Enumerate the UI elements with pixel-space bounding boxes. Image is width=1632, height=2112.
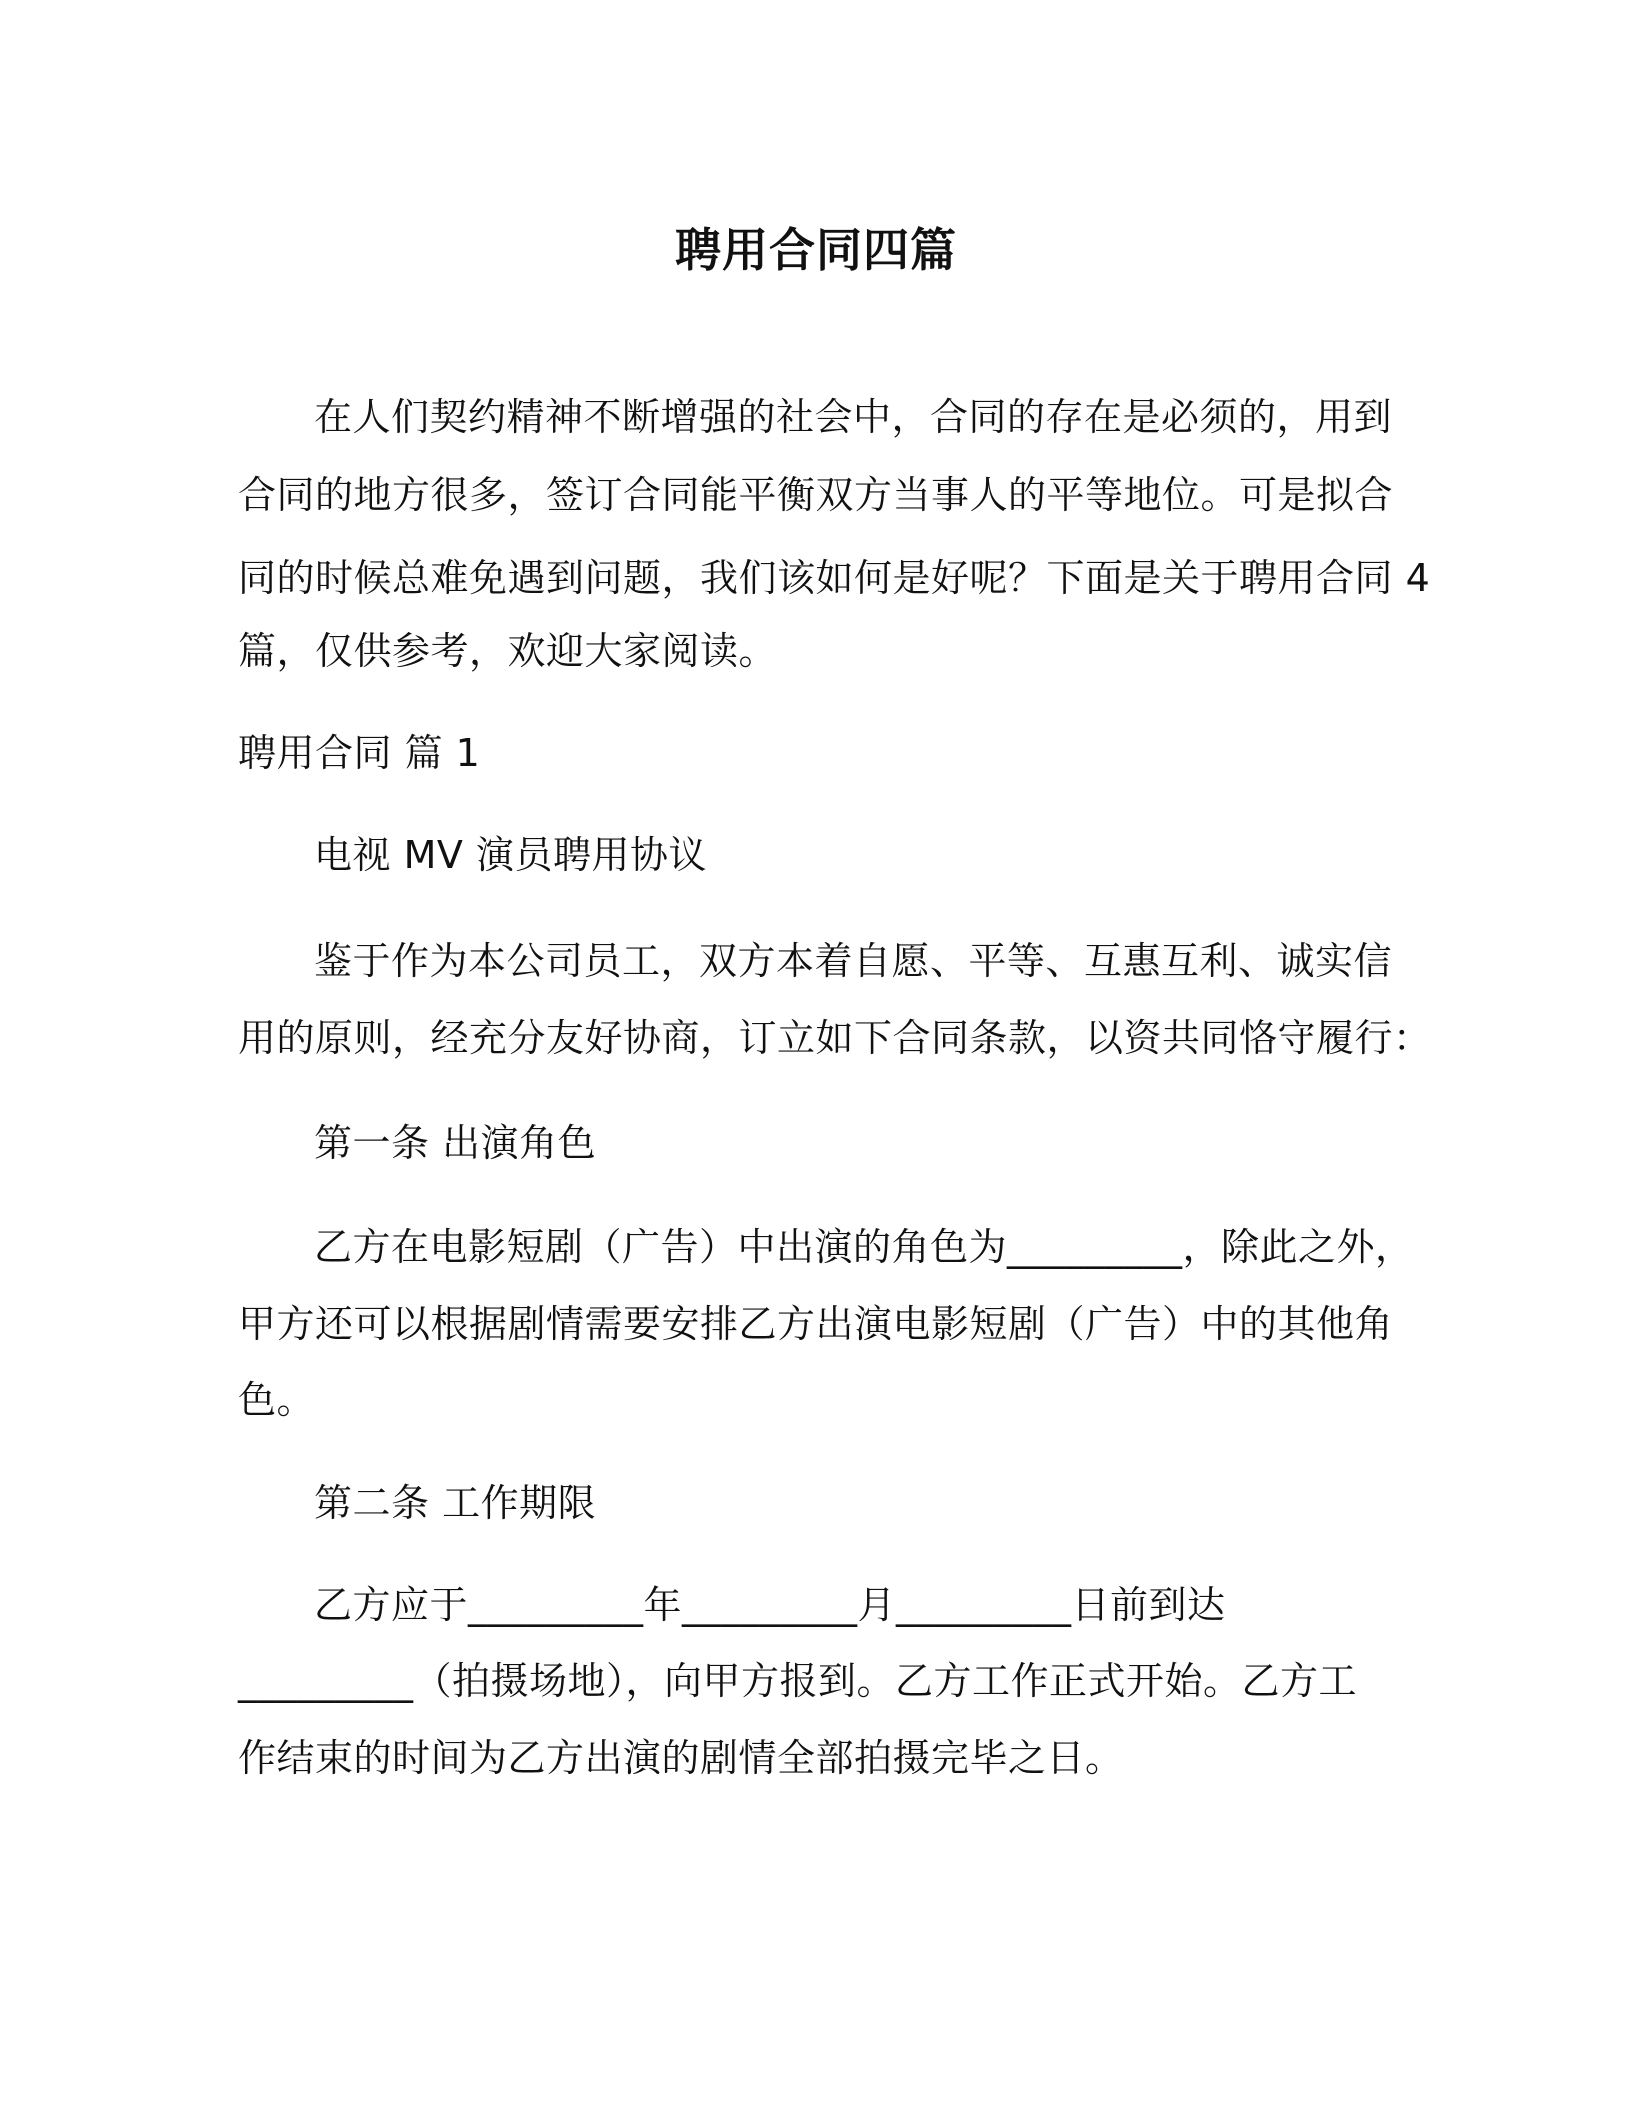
intro-line-4: 篇，仅供参考，欢迎大家阅读。 [238, 629, 778, 673]
article2-line-2: _________（拍摄场地），向甲方报到。乙方工作正式开始。乙方工 [238, 1659, 1358, 1703]
article1-line-2: 甲方还可以根据剧情需要安排乙方出演电影短剧（广告）中的其他角 [238, 1302, 1394, 1346]
article1-heading: 第一条 出演角色 [314, 1121, 597, 1165]
section-heading: 聘用合同 篇 1 [238, 731, 481, 775]
intro-line-3: 同的时候总难免遇到问题，我们该如何是好呢？下面是关于聘用合同 4 [238, 556, 1431, 600]
preamble-line-2: 用的原则，经充分友好协商，订立如下合同条款，以资共同恪守履行： [238, 1016, 1432, 1060]
article2-heading: 第二条 工作期限 [314, 1481, 597, 1525]
article2-line-1: 乙方应于_________年_________月_________日前到达 [314, 1583, 1226, 1627]
preamble-line-1: 鉴于作为本公司员工，双方本着自愿、平等、互惠互利、诚实信 [314, 939, 1393, 983]
intro-line-1: 在人们契约精神不断增强的社会中，合同的存在是必须的，用到 [314, 395, 1393, 439]
article2-line-3: 作结束的时间为乙方出演的剧情全部拍摄完毕之日。 [238, 1736, 1124, 1780]
article1-line-3: 色。 [238, 1378, 316, 1422]
intro-line-2: 合同的地方很多，签订合同能平衡双方当事人的平等地位。可是拟合 [238, 473, 1394, 517]
article1-line-1: 乙方在电影短剧（广告）中出演的角色为_________，除此之外， [314, 1225, 1414, 1269]
document-title: 聘用合同四篇 [675, 223, 957, 277]
agreement-title: 电视 MV 演员聘用协议 [314, 833, 707, 877]
